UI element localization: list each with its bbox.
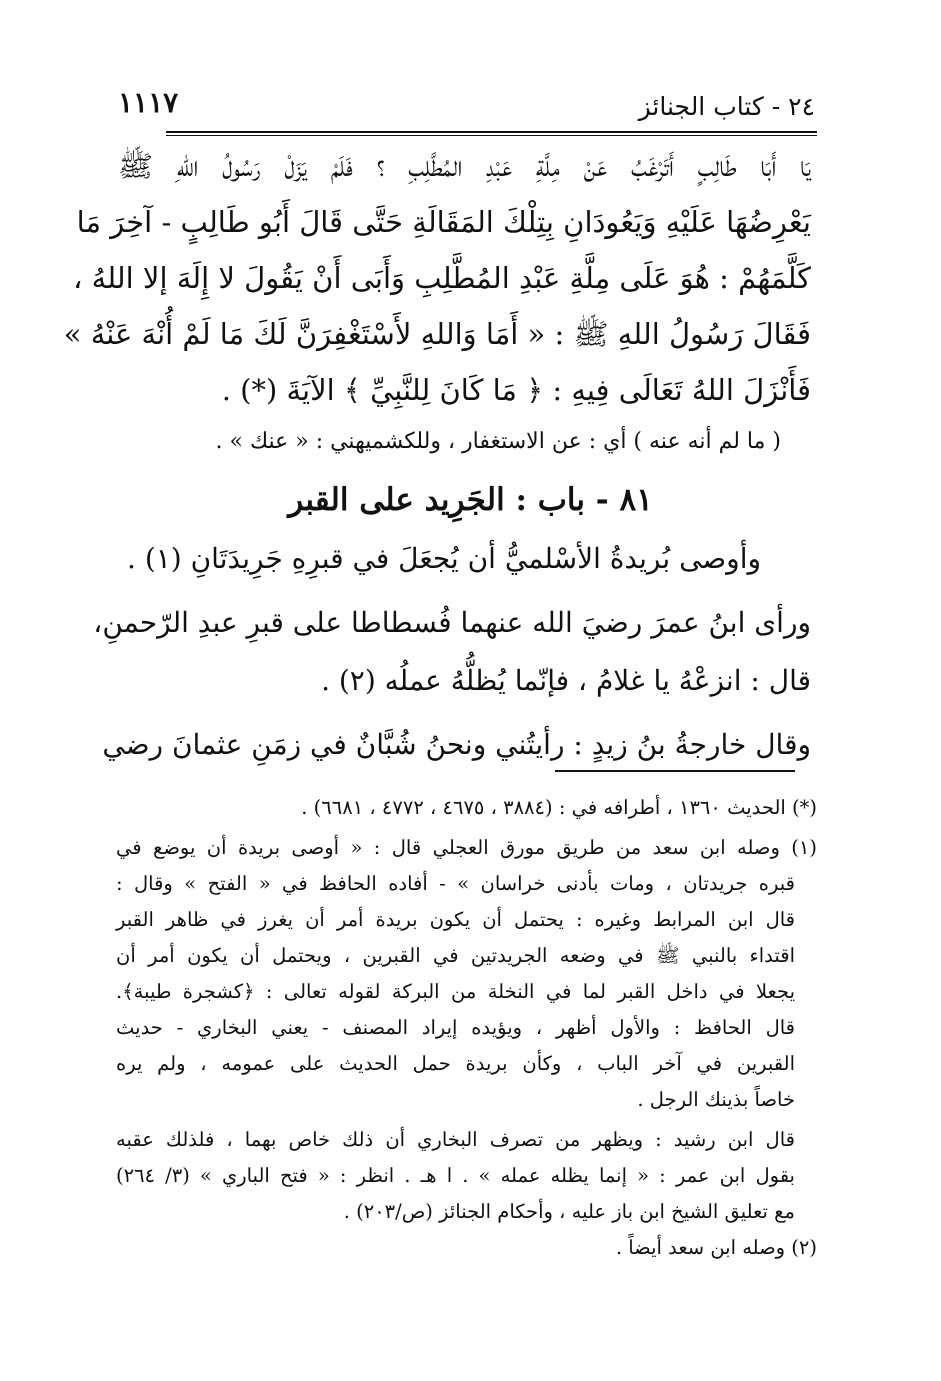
- hadith-line: فَأَنْزَلَ اللهُ تَعَالَى فِيهِ : ﴿ مَا كَانَ لِلنَّبِيِّ ﴾ الآيَةَ (*) .: [221, 373, 811, 407]
- footnotes: [116, 790, 817, 1266]
- footnote-1-line: مع تعليق الشيخ ابن باز عليه ، وأحكام الجنائز (ص/٢٠٣) .: [343, 1200, 795, 1223]
- body-line: ورأى ابنُ عمرَ رضيَ الله عنهما فُسطاطا على قبرِ عبدِ الرّحمنِ،: [93, 606, 811, 639]
- footnote-1-line: (١) وصله ابن سعد من طريق مورق العجلي قال : « أوصى بريدة أن يوضع في: [116, 836, 817, 859]
- gloss-note: ( ما لم أنه عنه ) أي : عن الاستغفار ، وللكشميهني : « عنك » .: [215, 429, 781, 454]
- hadith-line: يَا أَبَا طَالِبٍ أَتَرْغَبُ عَنْ مِلَّةِ عَبْدِ المُطَّلِبِ ؟ فَلَمْ يَزَلْ رَسُولُ اللهِ ﷺ: [118, 149, 811, 183]
- body-line: وقال خارجةُ بنُ زيدٍ : رأيتُني ونحنُ شُبَّانٌ في زمَنِ عثمانَ رضي: [102, 728, 811, 761]
- footnote-1-line: بقول ابن عمر : « إنما يظله عمله » . ا هـ . انظر : « فتح الباري » (٣/ ٢٦٤): [116, 1164, 795, 1187]
- footnote-1-line: قبره جريدتان ، ومات بأدنى خراسان » - أفاده الحافظ في « الفتح » وقال :: [116, 872, 795, 895]
- header-rule: [166, 131, 817, 133]
- footnote-1-line: قال الحافظ : والأول أظهر ، ويؤيده إيراد المصنف - يعني البخاري - حديث: [116, 1016, 795, 1039]
- body-line: وأوصى بُريدةُ الأسْلميُّ أن يُجعَلَ في قبرِهِ جَرِيدَتَانِ (١) .: [127, 542, 761, 575]
- footnote-1-line: خاصاً بذينك الرجل .: [637, 1088, 795, 1111]
- footnote-separator: [555, 770, 795, 772]
- hadith-text: [63, 138, 811, 418]
- footnote-1-line: يجعلا في داخل القبر لما في النخلة من البركة لقوله تعالى : ﴿كشجرة طيبة﴾.: [116, 980, 795, 1003]
- footnote-2: (٢) وصله ابن سعد أيضاً .: [615, 1236, 817, 1259]
- header-rule-thin: [166, 135, 817, 136]
- hadith-line: يَعْرِضُهَا عَلَيْهِ وَيَعُودَانِ بِتِلْكَ المَقَالَةِ حَتَّى قَالَ أَبُو طَالِبٍ - آخِرَ مَا: [76, 205, 811, 239]
- running-header-title: ٢٤ - كتاب الجنائز: [638, 92, 815, 121]
- chapter-heading: ٨١ - باب : الجَرِيد على القبر: [288, 482, 653, 518]
- hadith-line: فَقَالَ رَسُولُ اللهِ ﷺ : « أَمَا وَاللهِ لأَسْتَغْفِرَنَّ لَكَ مَا لَمْ أُنْهَ عَنْهُ »: [63, 317, 811, 351]
- chapter-body: [93, 530, 811, 774]
- body-line: قال : انزعْهُ يا غلامُ ، فإنّما يُظلُّهُ عملُه (٢) .: [321, 664, 811, 697]
- footnote-star: (*) الحديث ١٣٦٠ ، أطرافه في : (٣٨٨٤ ، ٤٦٧٥ ، ٤٧٧٢ ، ٦٦٨١) .: [301, 796, 817, 819]
- footnote-1-line: قال ابن رشيد : ويظهر من تصرف البخاري أن ذلك خاص بهما ، فلذلك عقبه: [116, 1128, 795, 1151]
- page-number: ١١١٧: [118, 86, 179, 119]
- footnote-1-line: القبرين في آخر الباب ، وكأن بريدة حمل الحديث على عمومه ، ولم يره: [116, 1052, 795, 1075]
- footnote-1-line: اقتداء بالنبي ﷺ في وضعه الجريدتين في القبرين ، ويحتمل أن يكون أمر أن: [116, 944, 795, 967]
- hadith-line: كَلَّمَهُمْ : هُوَ عَلَى مِلَّةِ عَبْدِ المُطَّلِبِ وَأَبَى أَنْ يَقُولَ لا إِلَهَ إلا اللهُ ،: [73, 261, 811, 295]
- footnote-1-line: قال ابن المرابط وغيره : يحتمل أن يكون بريدة أمر أن يغرز في ظاهر القبر: [116, 908, 795, 931]
